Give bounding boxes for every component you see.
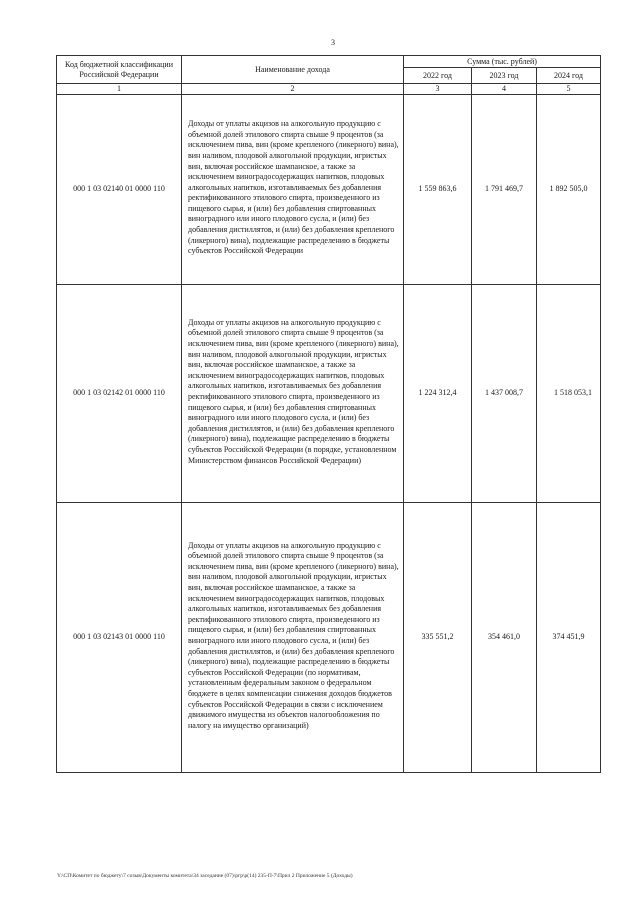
- header-row: [57, 56, 601, 68]
- amount-2024: 374 451,9: [537, 502, 601, 772]
- amount-2024: 1 518 053,1: [537, 284, 601, 502]
- table-row: [57, 284, 601, 502]
- header-year-2024: 2024 год: [537, 68, 601, 84]
- budget-code: 000 1 03 02142 01 0000 110: [57, 284, 182, 502]
- amount-2023: 354 461,0: [472, 502, 537, 772]
- header-code: Код бюджетной классификации Российской Федерации: [57, 56, 182, 84]
- amount-2023: 1 437 008,7: [472, 284, 537, 502]
- revenue-name: Доходы от уплаты акцизов на алкогольную продукцию с объемной долей этилового спирта свыше 9 процентов (за исключением пива, вин (кроме крепленого (ликерного) вина), вин наливом, плодовой алкогольной продукции, игристых вин, включая российское шампанское, а также за исключением виноградосодержащих напитков, плодовых алкогольных напитков, изготавливаемых без добавления ректификованного этилового спирта, произведенного из пищевого сырья, и (или) без добавления спиртованных виноградного или иного плодового сусла, и (или) без добавления дистиллятов, и (или) без добавления крепленого (ликерного) вина), подлежащие распределению в бюджеты субъектов Российской Федерации (в порядке, установленном Министерством финансов Российской Федерации): [182, 284, 404, 502]
- budget-code: 000 1 03 02140 01 0000 110: [57, 94, 182, 284]
- column-number: 5: [537, 84, 601, 95]
- header-name: Наименование дохода: [182, 56, 404, 84]
- column-number: 2: [182, 84, 404, 95]
- amount-2022: 1 224 312,4: [404, 284, 472, 502]
- file-path-footer: Y:\СП\Комитет по бюджету\7 созыв\Документы комитета\34 заседание (07)\ргр\р(14) 235-П-7\Прил 2 Приложение 5 (Доходы): [57, 873, 353, 879]
- column-number-row: [57, 84, 601, 95]
- column-number: 1: [57, 84, 182, 95]
- amount-2022: 1 559 863,6: [404, 94, 472, 284]
- header-sum: Сумма (тыс. рублей): [404, 56, 601, 68]
- budget-code: 000 1 03 02143 01 0000 110: [57, 502, 182, 772]
- page-number: 3: [331, 38, 335, 47]
- column-number: 4: [472, 84, 537, 95]
- table-row: [57, 502, 601, 772]
- amount-2024: 1 892 505,0: [537, 94, 601, 284]
- column-number: 3: [404, 84, 472, 95]
- amount-2022: 335 551,2: [404, 502, 472, 772]
- header-year-2022: 2022 год: [404, 68, 472, 84]
- revenue-name: Доходы от уплаты акцизов на алкогольную продукцию с объемной долей этилового спирта свыше 9 процентов (за исключением пива, вин (кроме крепленого (ликерного) вина), вин наливом, плодовой алкогольной продукции, игристых вин, включая российское шампанское, а также за исключением виноградосодержащих напитков, плодовых алкогольных напитков, изготавливаемых без добавления ректификованного этилового спирта, произведенного из пищевого сырья, и (или) без добавления спиртованных виноградного или иного плодового сусла, и (или) без добавления дистиллятов, и (или) без добавления крепленого (ликерного) вина), подлежащие распределению в бюджеты субъектов Российской Федерации (по нормативам, установленным федеральным законом о федеральном бюджете в целях компенсации снижения доходов бюджетов субъектов Российской Федерации в связи с исключением движимого имущества из объектов налогообложения по налогу на имущество организаций): [182, 502, 404, 772]
- revenue-table: [56, 55, 601, 773]
- revenue-name: Доходы от уплаты акцизов на алкогольную продукцию с объемной долей этилового спирта свыше 9 процентов (за исключением пива, вин (кроме крепленого (ликерного) вина), вин наливом, плодовой алкогольной продукции, игристых вин, включая российское шампанское, а также за исключением виноградосодержащих напитков, плодовых алкогольных напитков, изготавливаемых без добавления ректификованного этилового спирта, произведенного из пищевого сырья, и (или) без добавления спиртованных виноградного или иного плодового сусла, и (или) без добавления дистиллятов, и (или) без добавления крепленого (ликерного) вина), подлежащие распределению в бюджеты субъектов Российской Федерации: [182, 94, 404, 284]
- header-year-2023: 2023 год: [472, 68, 537, 84]
- amount-2023: 1 791 469,7: [472, 94, 537, 284]
- table-row: [57, 94, 601, 284]
